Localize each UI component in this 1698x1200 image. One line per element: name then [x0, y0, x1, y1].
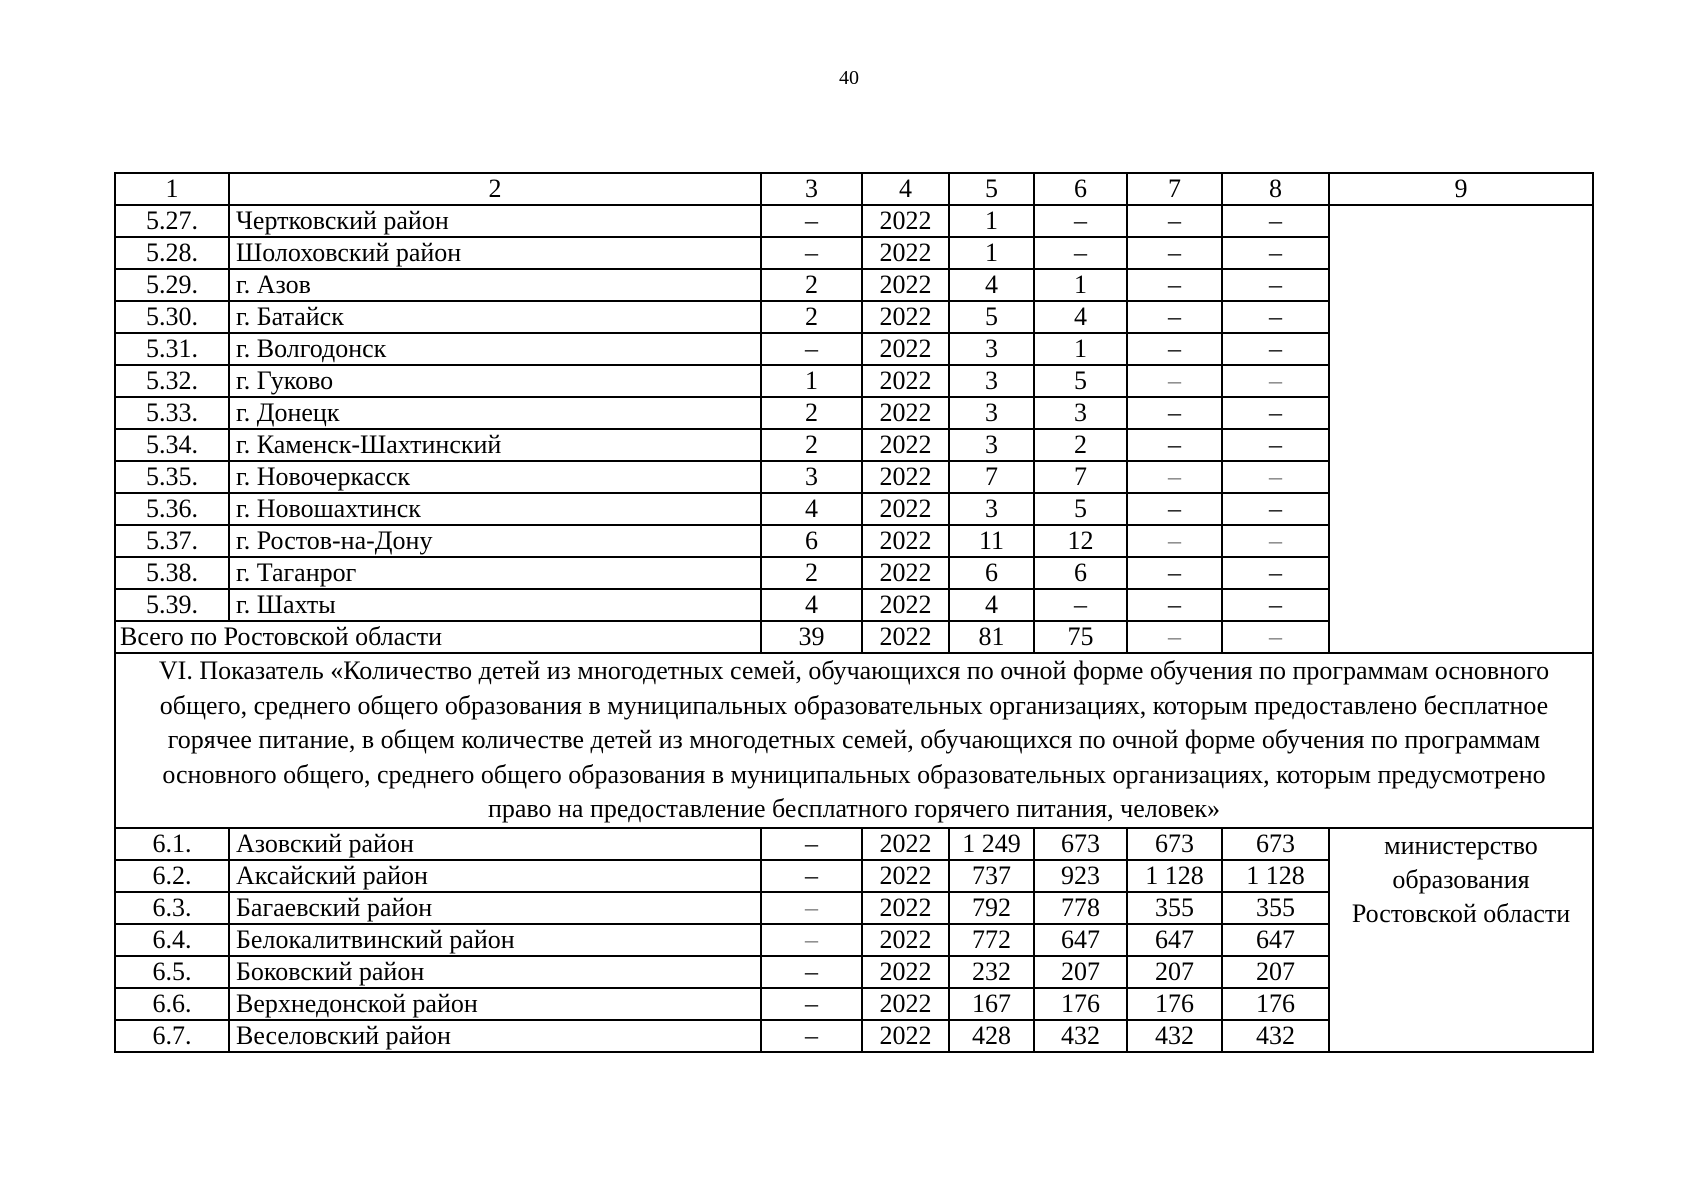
row-value-c6: 176	[1034, 988, 1127, 1020]
row-value-c8: 355	[1222, 892, 1329, 924]
row-name: Боковский район	[229, 956, 761, 988]
row-value-c7: 207	[1127, 956, 1222, 988]
row-value-c5: 428	[949, 1020, 1034, 1052]
row-value-c7: –	[1127, 237, 1222, 269]
row-value-c5: 1	[949, 237, 1034, 269]
row-value-c3: –	[761, 237, 862, 269]
row-number: 6.7.	[115, 1020, 229, 1052]
row-value-c7: –	[1127, 429, 1222, 461]
row-value-c5: 4	[949, 589, 1034, 621]
row-number: 5.33.	[115, 397, 229, 429]
row-value-c6: –	[1034, 589, 1127, 621]
row-value-c5: 737	[949, 860, 1034, 892]
row-value-c8: –	[1222, 269, 1329, 301]
row-value-c3: 4	[761, 493, 862, 525]
row-value-c4: 2022	[862, 956, 949, 988]
row-name: Верхнедонской район	[229, 988, 761, 1020]
row-name: г. Азов	[229, 269, 761, 301]
row-value-c4: 2022	[862, 924, 949, 956]
header-cell: 6	[1034, 173, 1127, 205]
row-name: Веселовский район	[229, 1020, 761, 1052]
header-cell: 4	[862, 173, 949, 205]
row-number: 6.6.	[115, 988, 229, 1020]
row-value-c8: –	[1222, 429, 1329, 461]
section-title-row	[115, 653, 1593, 828]
row-name: г. Шахты	[229, 589, 761, 621]
row-value-c6: 5	[1034, 365, 1127, 397]
row-value-c3: –	[761, 988, 862, 1020]
row-value-c4: 2022	[862, 988, 949, 1020]
row-number: 5.30.	[115, 301, 229, 333]
row-number: 5.38.	[115, 557, 229, 589]
row-value-c8: 673	[1222, 828, 1329, 860]
header-row	[115, 173, 1593, 205]
row-value-c7: 432	[1127, 1020, 1222, 1052]
row-value-c5: 11	[949, 525, 1034, 557]
row-number: 6.5.	[115, 956, 229, 988]
row-value-c5: 6	[949, 557, 1034, 589]
row-value-c5: 772	[949, 924, 1034, 956]
row-value-c7: –	[1127, 493, 1222, 525]
row-value-c5: 3	[949, 493, 1034, 525]
row-name: г. Каменск-Шахтинский	[229, 429, 761, 461]
row-value-c6: 923	[1034, 860, 1127, 892]
total-value-c8: –	[1222, 621, 1329, 653]
row-value-c6: 4	[1034, 301, 1127, 333]
row-value-c4: 2022	[862, 461, 949, 493]
row-value-c5: 1	[949, 205, 1034, 237]
row-name: г. Батайск	[229, 301, 761, 333]
row-value-c8: –	[1222, 205, 1329, 237]
row-value-c7: 176	[1127, 988, 1222, 1020]
row-value-c7: –	[1127, 589, 1222, 621]
row-value-c5: 792	[949, 892, 1034, 924]
row-value-c8: –	[1222, 333, 1329, 365]
row-name: Чертковский район	[229, 205, 761, 237]
row-value-c3: –	[761, 860, 862, 892]
row-value-c7: –	[1127, 269, 1222, 301]
row-value-c4: 2022	[862, 333, 949, 365]
row-value-c8: 1 128	[1222, 860, 1329, 892]
row-value-c3: –	[761, 333, 862, 365]
row-value-c8: –	[1222, 493, 1329, 525]
row-value-c8: –	[1222, 525, 1329, 557]
row-value-c4: 2022	[862, 301, 949, 333]
row-value-c6: 778	[1034, 892, 1127, 924]
row-number: 5.39.	[115, 589, 229, 621]
row-number: 5.32.	[115, 365, 229, 397]
row-value-c8: –	[1222, 461, 1329, 493]
row-value-c3: –	[761, 205, 862, 237]
row-value-c6: 432	[1034, 1020, 1127, 1052]
row-name: г. Таганрог	[229, 557, 761, 589]
row-value-c5: 167	[949, 988, 1034, 1020]
row-value-c3: –	[761, 892, 862, 924]
row-value-c8: 176	[1222, 988, 1329, 1020]
row-value-c8: –	[1222, 301, 1329, 333]
row-value-c7: –	[1127, 301, 1222, 333]
row-number: 6.1.	[115, 828, 229, 860]
row-number: 6.2.	[115, 860, 229, 892]
row-value-c4: 2022	[862, 589, 949, 621]
row-value-c4: 2022	[862, 557, 949, 589]
page-number: 40	[839, 67, 859, 89]
row-value-c4: 2022	[862, 365, 949, 397]
row-name: г. Донецк	[229, 397, 761, 429]
row-value-c5: 3	[949, 397, 1034, 429]
responsible-cell-section5	[1329, 205, 1593, 653]
row-value-c7: –	[1127, 205, 1222, 237]
row-value-c3: 2	[761, 557, 862, 589]
row-name: Багаевский район	[229, 892, 761, 924]
row-value-c5: 5	[949, 301, 1034, 333]
row-value-c8: –	[1222, 237, 1329, 269]
row-value-c4: 2022	[862, 397, 949, 429]
row-value-c8: 432	[1222, 1020, 1329, 1052]
row-value-c6: 5	[1034, 493, 1127, 525]
indicator-table	[114, 172, 1594, 1053]
row-value-c4: 2022	[862, 205, 949, 237]
total-value-c3: 39	[761, 621, 862, 653]
row-value-c8: 207	[1222, 956, 1329, 988]
row-value-c6: 6	[1034, 557, 1127, 589]
row-value-c3: 2	[761, 269, 862, 301]
row-value-c3: –	[761, 1020, 862, 1052]
row-name: Шолоховский район	[229, 237, 761, 269]
row-number: 5.27.	[115, 205, 229, 237]
row-name: г. Гуково	[229, 365, 761, 397]
row-value-c5: 4	[949, 269, 1034, 301]
row-value-c3: 6	[761, 525, 862, 557]
total-value-c7: –	[1127, 621, 1222, 653]
row-value-c3: –	[761, 828, 862, 860]
row-value-c5: 232	[949, 956, 1034, 988]
row-number: 5.35.	[115, 461, 229, 493]
row-value-c7: 1 128	[1127, 860, 1222, 892]
row-value-c7: –	[1127, 525, 1222, 557]
row-value-c8: –	[1222, 557, 1329, 589]
row-value-c4: 2022	[862, 1020, 949, 1052]
row-value-c3: 2	[761, 301, 862, 333]
row-name: г. Новошахтинск	[229, 493, 761, 525]
header-cell: 8	[1222, 173, 1329, 205]
row-number: 6.3.	[115, 892, 229, 924]
row-value-c6: 1	[1034, 333, 1127, 365]
row-value-c5: 7	[949, 461, 1034, 493]
table-row	[115, 828, 1593, 860]
row-value-c7: –	[1127, 397, 1222, 429]
row-value-c6: 2	[1034, 429, 1127, 461]
row-value-c8: –	[1222, 365, 1329, 397]
row-value-c8: –	[1222, 589, 1329, 621]
row-value-c8: 647	[1222, 924, 1329, 956]
row-value-c6: 3	[1034, 397, 1127, 429]
row-value-c6: 12	[1034, 525, 1127, 557]
row-value-c7: –	[1127, 461, 1222, 493]
row-number: 5.34.	[115, 429, 229, 461]
row-value-c3: 3	[761, 461, 862, 493]
row-number: 5.31.	[115, 333, 229, 365]
row-value-c4: 2022	[862, 493, 949, 525]
header-cell: 5	[949, 173, 1034, 205]
row-value-c5: 3	[949, 365, 1034, 397]
row-name: г. Ростов-на-Дону	[229, 525, 761, 557]
header-cell: 1	[115, 173, 229, 205]
row-number: 5.37.	[115, 525, 229, 557]
row-number: 6.4.	[115, 924, 229, 956]
row-value-c4: 2022	[862, 860, 949, 892]
row-name: Азовский район	[229, 828, 761, 860]
row-value-c7: –	[1127, 365, 1222, 397]
row-value-c5: 3	[949, 429, 1034, 461]
row-value-c4: 2022	[862, 237, 949, 269]
row-name: г. Новочеркасск	[229, 461, 761, 493]
row-value-c6: 647	[1034, 924, 1127, 956]
row-value-c7: –	[1127, 557, 1222, 589]
row-value-c3: 1	[761, 365, 862, 397]
row-value-c3: 4	[761, 589, 862, 621]
header-cell: 3	[761, 173, 862, 205]
table-body	[115, 173, 1593, 1052]
row-value-c5: 1 249	[949, 828, 1034, 860]
row-value-c3: –	[761, 956, 862, 988]
section-title: VI. Показатель «Количество детей из многодетных семей, обучающихся по очной форме обучения по программам основного общего, среднего общего образования в муниципальных образовательных организациях, которым предоставлено бесплатное горячее питание, в общем количестве детей из многодетных семей, обучающихся по очной форме обучения по программам основного общего, среднего общего образования в муниципальных образовательных организациях, которым предусмотрено право на предоставление бесплатного горячего питания, человек»	[115, 653, 1593, 828]
row-number: 5.36.	[115, 493, 229, 525]
row-value-c3: 2	[761, 397, 862, 429]
row-value-c4: 2022	[862, 525, 949, 557]
row-value-c4: 2022	[862, 429, 949, 461]
row-value-c6: –	[1034, 205, 1127, 237]
total-label: Всего по Ростовской области	[115, 621, 761, 653]
row-value-c7: –	[1127, 333, 1222, 365]
row-value-c6: 7	[1034, 461, 1127, 493]
row-value-c4: 2022	[862, 892, 949, 924]
row-name: Аксайский район	[229, 860, 761, 892]
row-value-c7: 647	[1127, 924, 1222, 956]
row-value-c6: –	[1034, 237, 1127, 269]
total-value-c6: 75	[1034, 621, 1127, 653]
header-cell: 9	[1329, 173, 1593, 205]
row-name: Белокалитвинский район	[229, 924, 761, 956]
row-value-c4: 2022	[862, 269, 949, 301]
row-name: г. Волгодонск	[229, 333, 761, 365]
row-value-c3: 2	[761, 429, 862, 461]
row-value-c4: 2022	[862, 828, 949, 860]
responsible-authority: министерство образования Ростовской области	[1329, 828, 1593, 1052]
row-value-c6: 1	[1034, 269, 1127, 301]
row-value-c6: 207	[1034, 956, 1127, 988]
row-value-c6: 673	[1034, 828, 1127, 860]
header-cell: 2	[229, 173, 761, 205]
total-value-c5: 81	[949, 621, 1034, 653]
table-row	[115, 205, 1593, 237]
header-cell: 7	[1127, 173, 1222, 205]
row-number: 5.28.	[115, 237, 229, 269]
row-value-c3: –	[761, 924, 862, 956]
row-value-c7: 673	[1127, 828, 1222, 860]
row-number: 5.29.	[115, 269, 229, 301]
row-value-c8: –	[1222, 397, 1329, 429]
row-value-c7: 355	[1127, 892, 1222, 924]
row-value-c5: 3	[949, 333, 1034, 365]
total-value-c4: 2022	[862, 621, 949, 653]
